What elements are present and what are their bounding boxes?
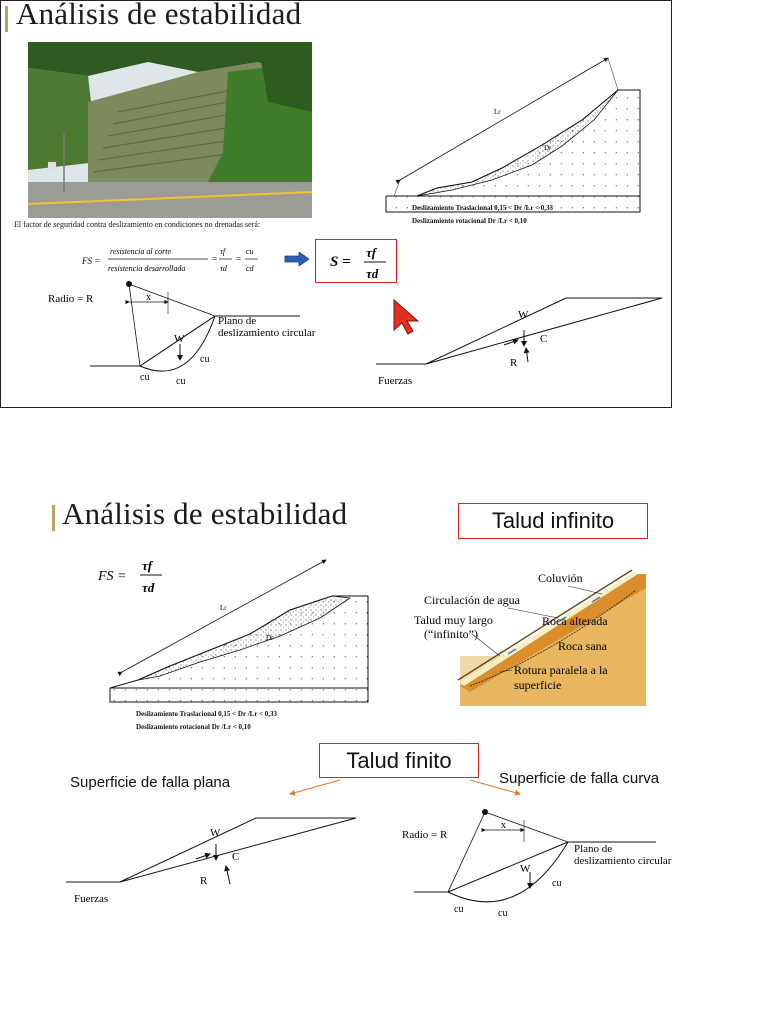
circular-slide-diagram [40,278,360,390]
w-label: W [210,827,221,839]
r-label: R [200,875,208,887]
x-label: x [146,292,151,303]
boxed-s-formula [315,239,397,283]
fs-denominator: resistencia desarrollada [108,264,186,273]
fs2-den: τd [142,580,155,595]
dr-label: Dr [266,634,274,642]
dr-label: Dr [544,144,552,152]
c-label: C [540,333,548,345]
translational-slide-diagram [382,50,662,226]
c-label: C [232,851,240,863]
infinite-slope-illustration [408,566,648,712]
fuerzas-label: Fuerzas [378,375,413,387]
plano-label-2: deslizamiento circular [218,327,316,339]
translational-label: Deslizamiento Traslacional 0,15 < Dr /Lr < 0,33 [136,710,278,718]
rotura-label-2: superficie [514,678,562,692]
translational-label: Deslizamiento Traslacional 0,15 < Dr /Lr < 0,33 [412,204,554,212]
slide-1-title: Análisis de estabilidad [16,0,302,31]
radio-label: Radio = R [402,829,448,841]
svg-text:=: = [236,254,242,264]
tau-f: τf [220,247,226,256]
lr-label: Lr [220,604,227,612]
fuerzas-label: Fuerzas [74,893,109,905]
rotura-label-1: Rotura paralela a la [514,663,608,677]
cu-label: cu [498,908,508,918]
w-label: W [518,309,529,321]
roca-sana-label: Roca sana [558,639,607,653]
w-label: W [174,333,185,345]
fs2-lhs: FS = [98,569,127,584]
svg-text:=: = [212,254,218,264]
plano-label-1: Plano de [574,843,613,855]
factor-text: El factor de seguridad contra deslizamiento en condiciones no drenadas será: [14,220,261,229]
c-d: cd [246,264,254,273]
slide-2-title: Análisis de estabilidad [62,496,348,531]
r-label: R [510,357,518,369]
talud-finito-box: Talud finito [319,743,479,778]
roca-alterada-label: Roca alterada [542,614,608,628]
circular-slide-diagram-2 [398,806,718,918]
right-arrow-icon [284,252,310,266]
boxed-num: τf [366,245,377,260]
tau-d: τd [220,264,227,273]
rotational-label: Deslizamiento rotacional Dr /Lr < 0,10 [412,217,527,225]
rotational-label: Deslizamiento rotacional Dr /Lr < 0,10 [136,723,251,731]
fs-numerator: resistencia al corte [110,247,172,256]
fs-prefix: FS = [82,256,101,266]
falla-curva-label: Superficie de falla curva [499,770,660,787]
cu-label: cu [176,376,186,387]
w-label: W [520,863,531,875]
orange-arrows [280,772,540,802]
plano-label-2: deslizamiento circular [574,855,672,867]
cu-label: cu [454,904,464,915]
cu-label: cu [200,354,210,365]
plano-label-1: Plano de [218,315,257,327]
boxed-den: τd [366,266,379,281]
falla-plana-label: Superficie de falla plana [70,774,231,791]
talud-largo-label-1: Talud muy largo [414,613,493,627]
planar-slide-diagram-2 [60,812,360,912]
circulacion-label: Circulación de agua [424,593,520,607]
title-accent-bar [52,505,55,531]
talud-largo-label-2: (“infinito”) [424,627,478,641]
x-label: x [501,820,506,831]
radio-label: Radio = R [48,293,94,305]
c-u: cu [246,247,254,256]
cu-label: cu [140,372,150,383]
slide-1 [0,0,672,408]
fs2-num: τf [142,558,153,573]
title-accent-bar [5,6,8,32]
talud-infinito-box: Talud infinito [458,503,648,539]
cu-label: cu [552,878,562,889]
lr-label: Lr [494,108,501,116]
coluvion-label: Coluvión [538,571,583,585]
boxed-lhs: S = [330,254,351,270]
slope-photo [28,42,312,218]
translational-slide-diagram-2 [100,554,380,706]
planar-slide-diagram [366,290,666,406]
